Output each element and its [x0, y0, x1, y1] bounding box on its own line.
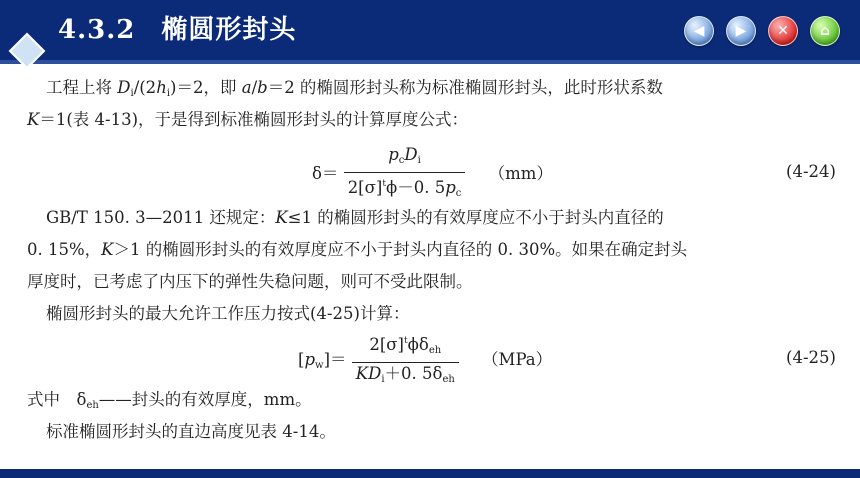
text: GB/T 150. 3—2011 还规定： [46, 208, 276, 227]
text: 2[σ] [347, 178, 383, 197]
var-K: K [355, 364, 369, 383]
sub-i: i [130, 88, 134, 99]
text: ]＝ [323, 350, 347, 369]
fraction [344, 144, 466, 205]
home-glyph: ⌂ [819, 23, 831, 39]
var-K: K [275, 208, 288, 227]
sub-eh: eh [442, 374, 455, 385]
denominator [344, 173, 466, 205]
eq-lhs: δ＝ [312, 164, 339, 183]
sub-w: w [315, 360, 324, 371]
equation-4-24 [312, 144, 553, 205]
sub-c: c [398, 155, 405, 166]
left-arrow-icon[interactable] [684, 16, 714, 46]
sub-eh: eh [428, 345, 442, 356]
text: ＝2 的椭圆形封头称为标准椭圆形封头，此时形状系数 [267, 78, 663, 97]
var-K: K [101, 240, 114, 259]
forward-glyph: ▶ [735, 23, 747, 39]
paragraph-4: 标准椭圆形封头的直边高度见表 4-14。 [46, 422, 336, 441]
text: / [251, 78, 258, 97]
var-D: D [404, 145, 418, 164]
text: 式中 δ [27, 390, 87, 409]
paragraph-2-line-2 [27, 234, 687, 266]
sub-i: i [417, 155, 421, 166]
var-K: K [27, 110, 40, 129]
var-p: p [388, 145, 399, 164]
equation-4-25 [298, 330, 552, 391]
navigation-buttons [684, 16, 840, 46]
close-icon[interactable] [768, 16, 798, 46]
right-arrow-icon[interactable] [726, 16, 756, 46]
sub-i: i [166, 88, 171, 99]
section-title: 椭圆形封头 [161, 15, 297, 45]
sup-t: t [382, 179, 386, 189]
var-p: p [445, 178, 456, 197]
home-icon[interactable] [810, 16, 840, 46]
var-b: b [257, 78, 268, 97]
title-underline [0, 60, 860, 64]
text: ＝1(表 4-13)，于是得到标准椭圆形封头的计算厚度公式： [39, 110, 469, 129]
var-D: D [368, 364, 382, 383]
back-glyph: ◀ [693, 23, 705, 39]
text: ＋0. 5δ [384, 364, 443, 383]
text: [ [298, 350, 305, 369]
text: ≤1 的椭圆形封头的有效厚度应不小于封头内直径的 [287, 208, 664, 227]
denominator [352, 363, 459, 391]
slide-title [58, 10, 296, 50]
numerator [352, 330, 459, 363]
text: 0. 15%， [27, 240, 102, 259]
numerator [344, 144, 466, 173]
sub-c: c [455, 188, 462, 199]
text: ＞1 的椭圆形封头的有效厚度应不小于封头内直径的 0. 30%。如果在确定封头 [113, 240, 688, 259]
paragraph-2-line-1 [46, 202, 664, 234]
text: 2[σ] [369, 335, 404, 354]
text: ϕ－0. 5 [385, 178, 446, 197]
var-D: D [117, 78, 131, 97]
sup-t: t [404, 336, 408, 346]
eq-unit: （mm） [488, 164, 553, 183]
text: ϕδ [407, 335, 429, 354]
equation-number-4-25: (4-25) [786, 348, 836, 367]
var-p: p [304, 350, 315, 369]
paragraph-2-line-3: 厚度时，已考虑了内压下的弹性失稳问题，则可不受此限制。 [27, 272, 473, 291]
paragraph-1-line-2 [27, 104, 468, 136]
footer-bar [0, 469, 860, 478]
var-a: a [241, 78, 252, 97]
close-glyph: ✕ [777, 23, 789, 39]
var-h: h [156, 78, 167, 97]
section-number: 4.3.2 [58, 15, 136, 45]
text: /(2 [133, 78, 157, 97]
paragraph-3: 椭圆形封头的最大允许工作压力按式(4-25)计算： [46, 304, 410, 323]
sub-i: i [381, 374, 385, 385]
eq-unit: （MPa） [482, 350, 553, 369]
equation-number-4-24: (4-24) [786, 162, 836, 181]
sub-eh: eh [86, 400, 99, 411]
text: )＝2，即 [170, 78, 242, 97]
text: ——封头的有效厚度，mm。 [98, 390, 312, 409]
fraction [352, 330, 459, 391]
text: 工程上将 [46, 78, 118, 97]
